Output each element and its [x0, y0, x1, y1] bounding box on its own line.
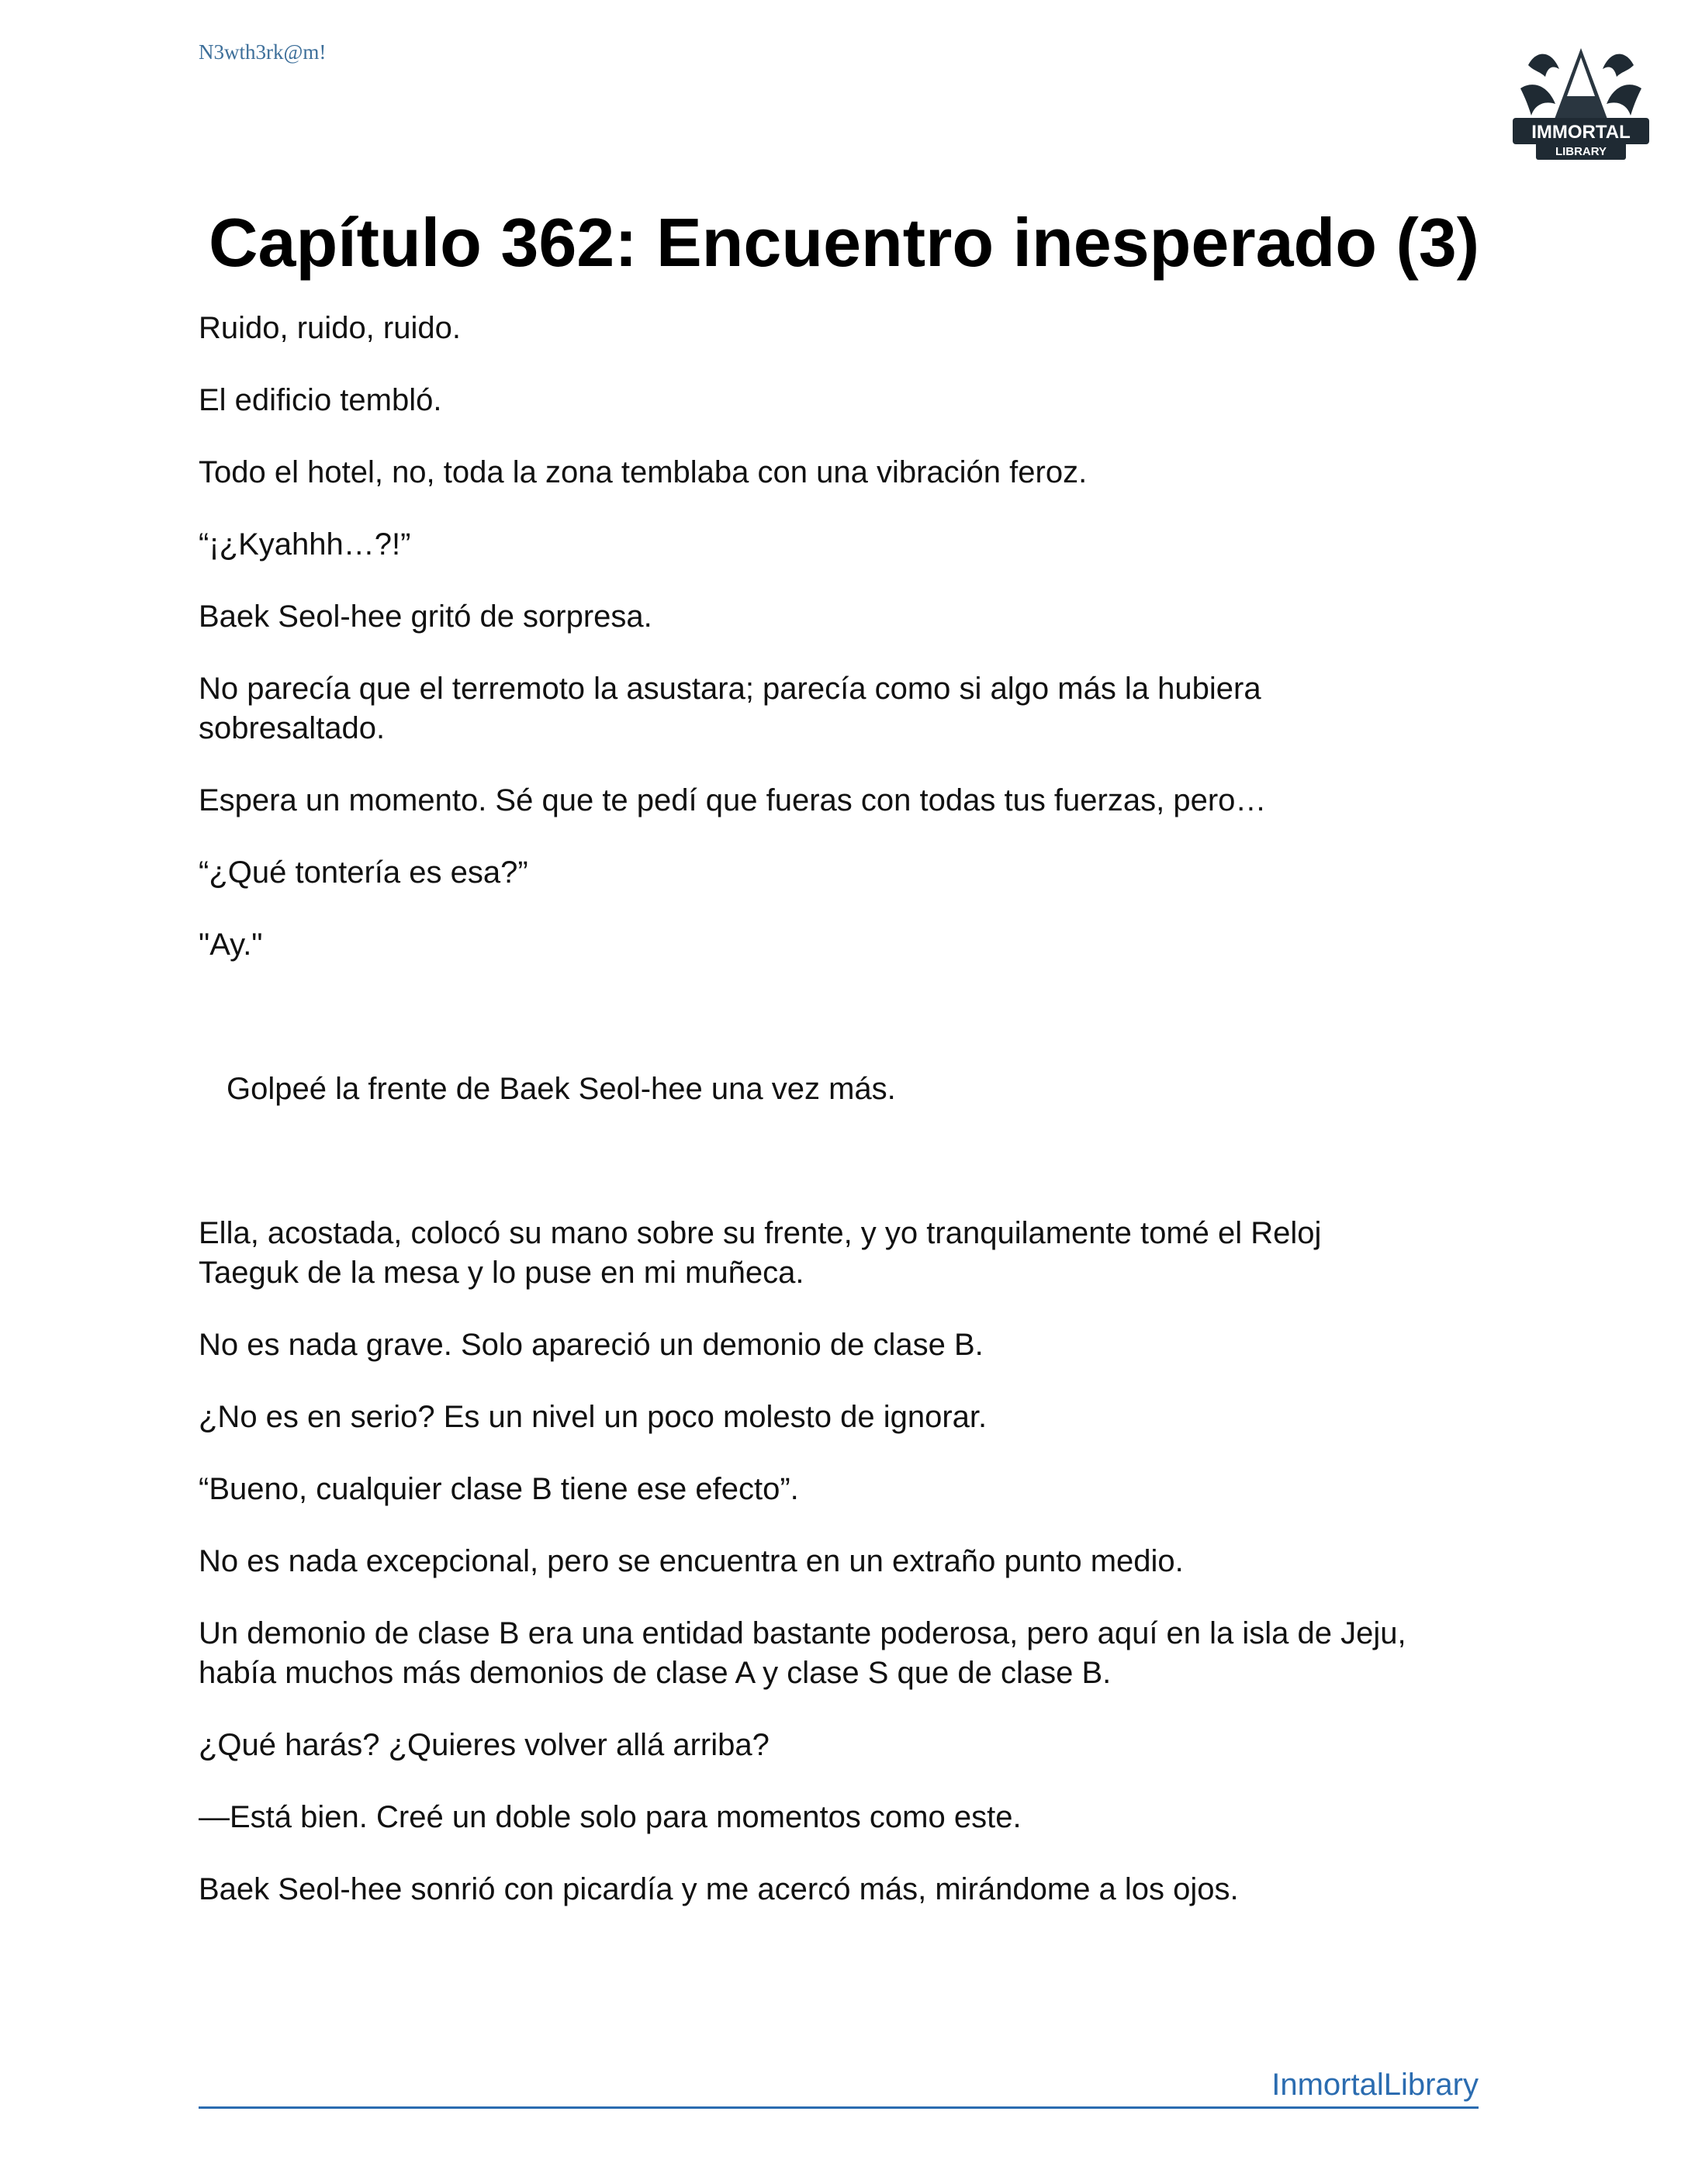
logo-line2: LIBRARY: [1555, 145, 1607, 158]
paragraph: “¡¿Kyahhh…?!”: [199, 527, 411, 562]
footer-link[interactable]: InmortalLibrary: [1271, 2068, 1479, 2102]
paragraph: ¿No es en serio? Es un nivel un poco molesto de ignorar.: [199, 1400, 988, 1434]
paragraph: "Ay.": [199, 928, 263, 962]
paragraph: Un demonio de clase B era una entidad bastante poderosa, pero aquí en la isla de Jeju, había muchos más demonios de clase A y clase S que de clase B.: [199, 1616, 1406, 1690]
paragraph: No parecía que el terremoto la asustara; parecía como si algo más la hubiera sobresaltado.: [199, 672, 1261, 745]
paragraph: Baek Seol-hee sonrió con picardía y me acercó más, mirándome a los ojos.: [199, 1872, 1239, 1906]
paragraph: “¿Qué tontería es esa?”: [199, 855, 528, 890]
paragraph: Ella, acostada, colocó su mano sobre su frente, y yo tranquilamente tomé el Reloj Taeguk de la mesa y lo puse en mi muñeca.: [199, 1216, 1322, 1290]
paragraph: —Está bien. Creé un doble solo para momentos como este.: [199, 1800, 1022, 1834]
watermark-text: N3wth3rk@m!: [199, 40, 327, 64]
paragraph: Todo el hotel, no, toda la zona temblaba con una vibración feroz.: [199, 455, 1088, 489]
chapter-title: Capítulo 362: Encuentro inesperado (3): [208, 204, 1480, 281]
paragraph: Espera un momento. Sé que te pedí que fueras con todas tus fuerzas, pero…: [199, 783, 1267, 817]
footer-divider: [199, 2106, 1479, 2109]
immortal-library-logo: [1505, 34, 1657, 166]
paragraph: No es nada excepcional, pero se encuentra en un extraño punto medio.: [199, 1544, 1184, 1578]
paragraph: ¿Qué harás? ¿Quieres volver allá arriba?: [199, 1728, 770, 1762]
paragraph: “Bueno, cualquier clase B tiene ese efecto”.: [199, 1472, 799, 1506]
paragraph: Golpeé la frente de Baek Seol-hee una vez más.: [227, 1072, 896, 1106]
paragraph: No es nada grave. Solo apareció un demonio de clase B.: [199, 1328, 984, 1362]
logo-line1: IMMORTAL: [1531, 122, 1631, 143]
paragraph: Ruido, ruido, ruido.: [199, 311, 461, 345]
paragraph: Baek Seol-hee gritó de sorpresa.: [199, 600, 652, 634]
paragraph: El edificio tembló.: [199, 383, 442, 417]
